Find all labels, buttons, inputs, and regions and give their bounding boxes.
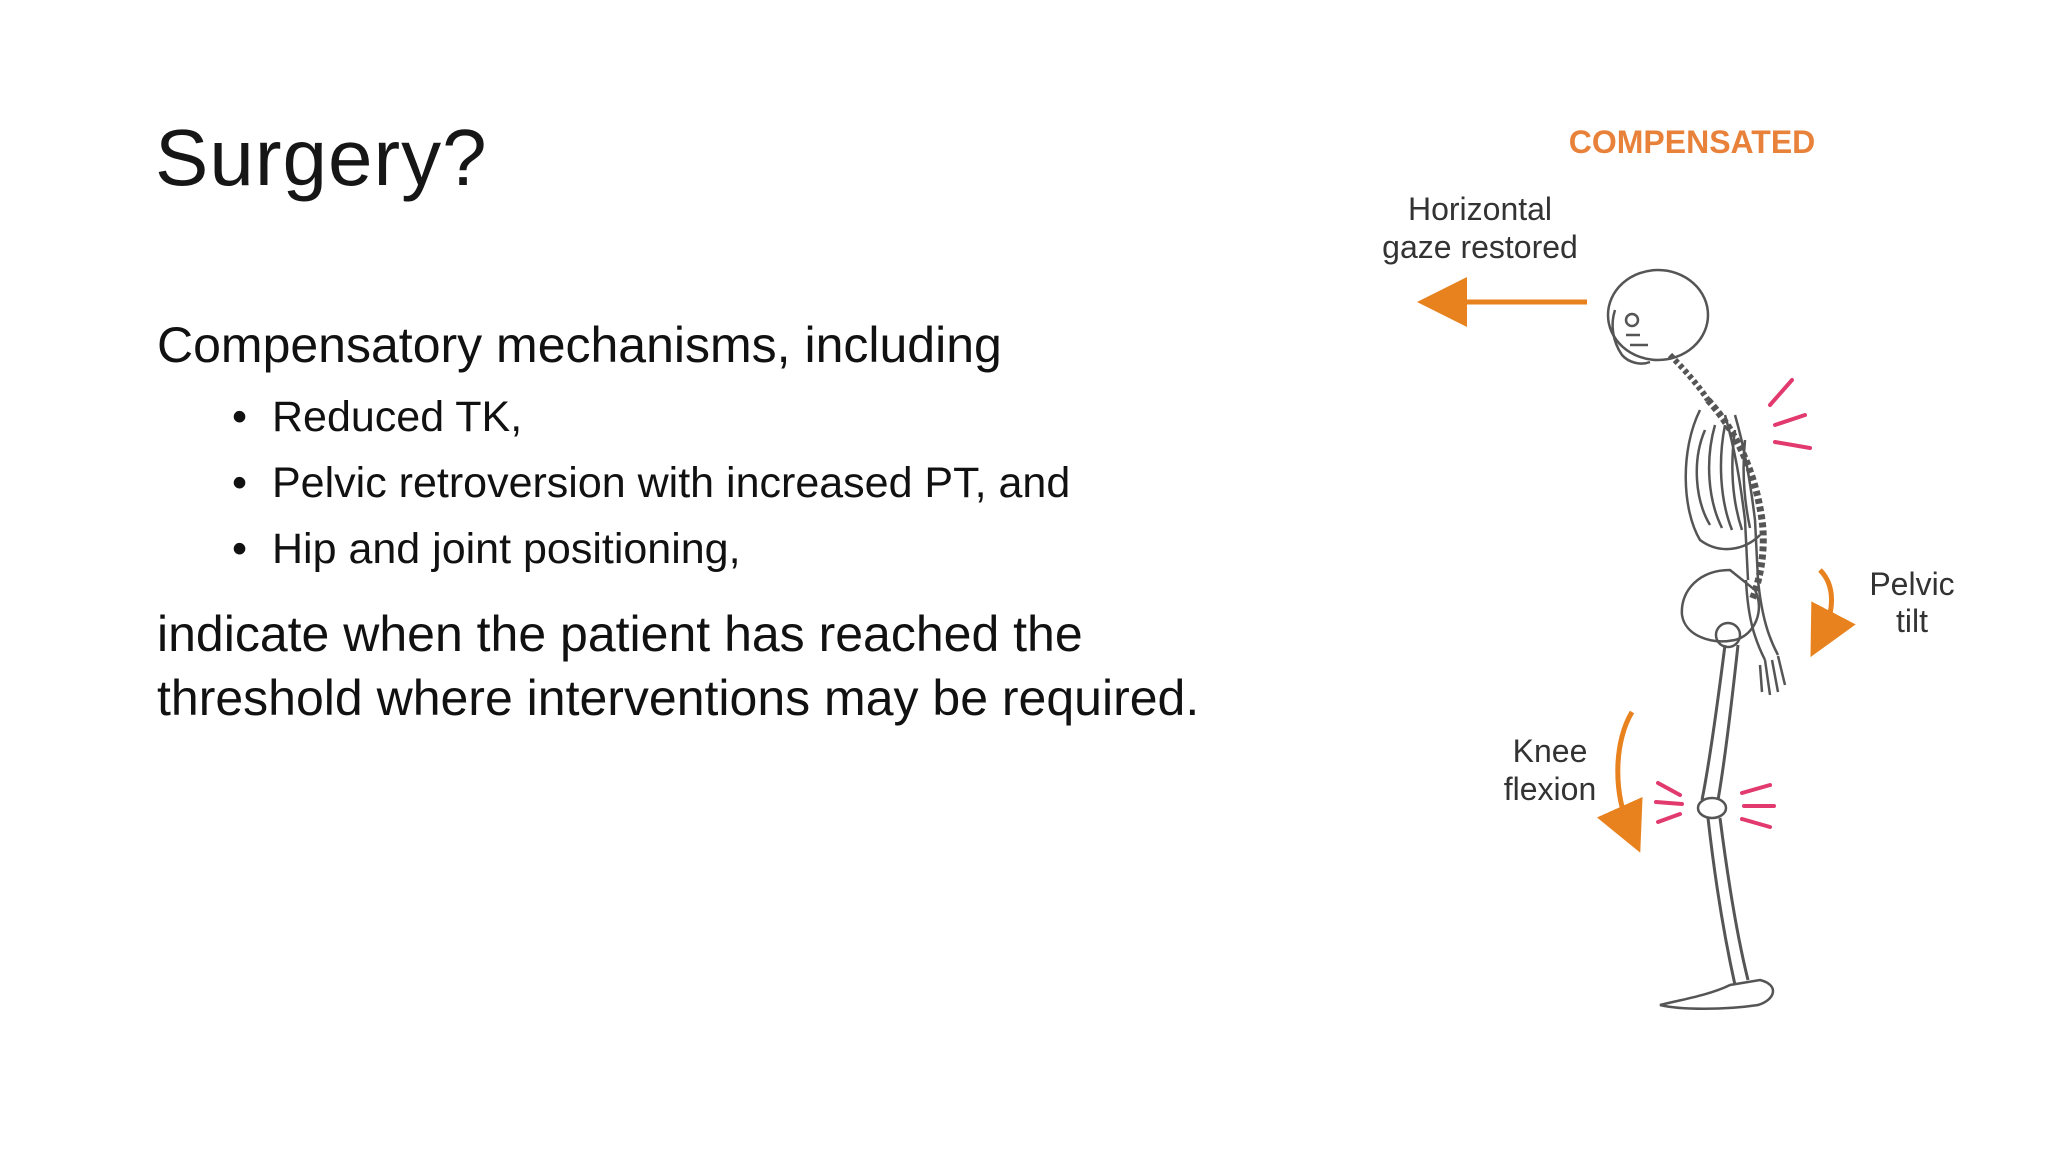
bullet-item bbox=[232, 516, 1217, 582]
strain-marks-knee-icon bbox=[1656, 783, 1774, 827]
strain-marks-back-icon bbox=[1770, 380, 1810, 448]
bullet-dot-icon: • bbox=[232, 525, 248, 573]
gaze-label-line1: Horizontal bbox=[1407, 191, 1553, 227]
figure-heading: COMPENSATED bbox=[1568, 124, 1816, 160]
gaze-label-line2: gaze restored bbox=[1382, 229, 1578, 265]
bullet-item bbox=[232, 384, 1217, 450]
skeleton-icon bbox=[1608, 270, 1785, 1009]
knee-label-line1: Knee bbox=[1512, 733, 1588, 769]
knee-label-line2: flexion bbox=[1503, 771, 1597, 807]
pelvic-tilt-arrow-icon bbox=[1820, 570, 1832, 635]
bullet-text: Pelvic retroversion with increased PT, and bbox=[272, 459, 1071, 507]
knee-flexion-arrow-icon bbox=[1618, 712, 1632, 830]
bullet-dot-icon: • bbox=[232, 459, 248, 507]
skeleton-figure bbox=[1330, 80, 2030, 1150]
bullet-item bbox=[232, 450, 1217, 516]
conclusion-text: indicate when the patient has reached the threshold where interventions may be required. bbox=[157, 606, 1200, 726]
intro-text: Compensatory mechanisms, including bbox=[157, 317, 1002, 373]
bullet-text: Reduced TK, bbox=[272, 393, 523, 441]
bullet-text: Hip and joint positioning, bbox=[272, 525, 741, 573]
pelvic-label-line2: tilt bbox=[1896, 603, 1928, 639]
slide-title: Surgery? bbox=[155, 113, 488, 202]
skeleton-illustration bbox=[1330, 80, 2030, 1150]
slide-body bbox=[157, 310, 1217, 730]
pelvic-label-line1: Pelvic bbox=[1869, 566, 1955, 602]
bullet-dot-icon: • bbox=[232, 393, 248, 441]
bullet-list bbox=[157, 384, 1217, 582]
